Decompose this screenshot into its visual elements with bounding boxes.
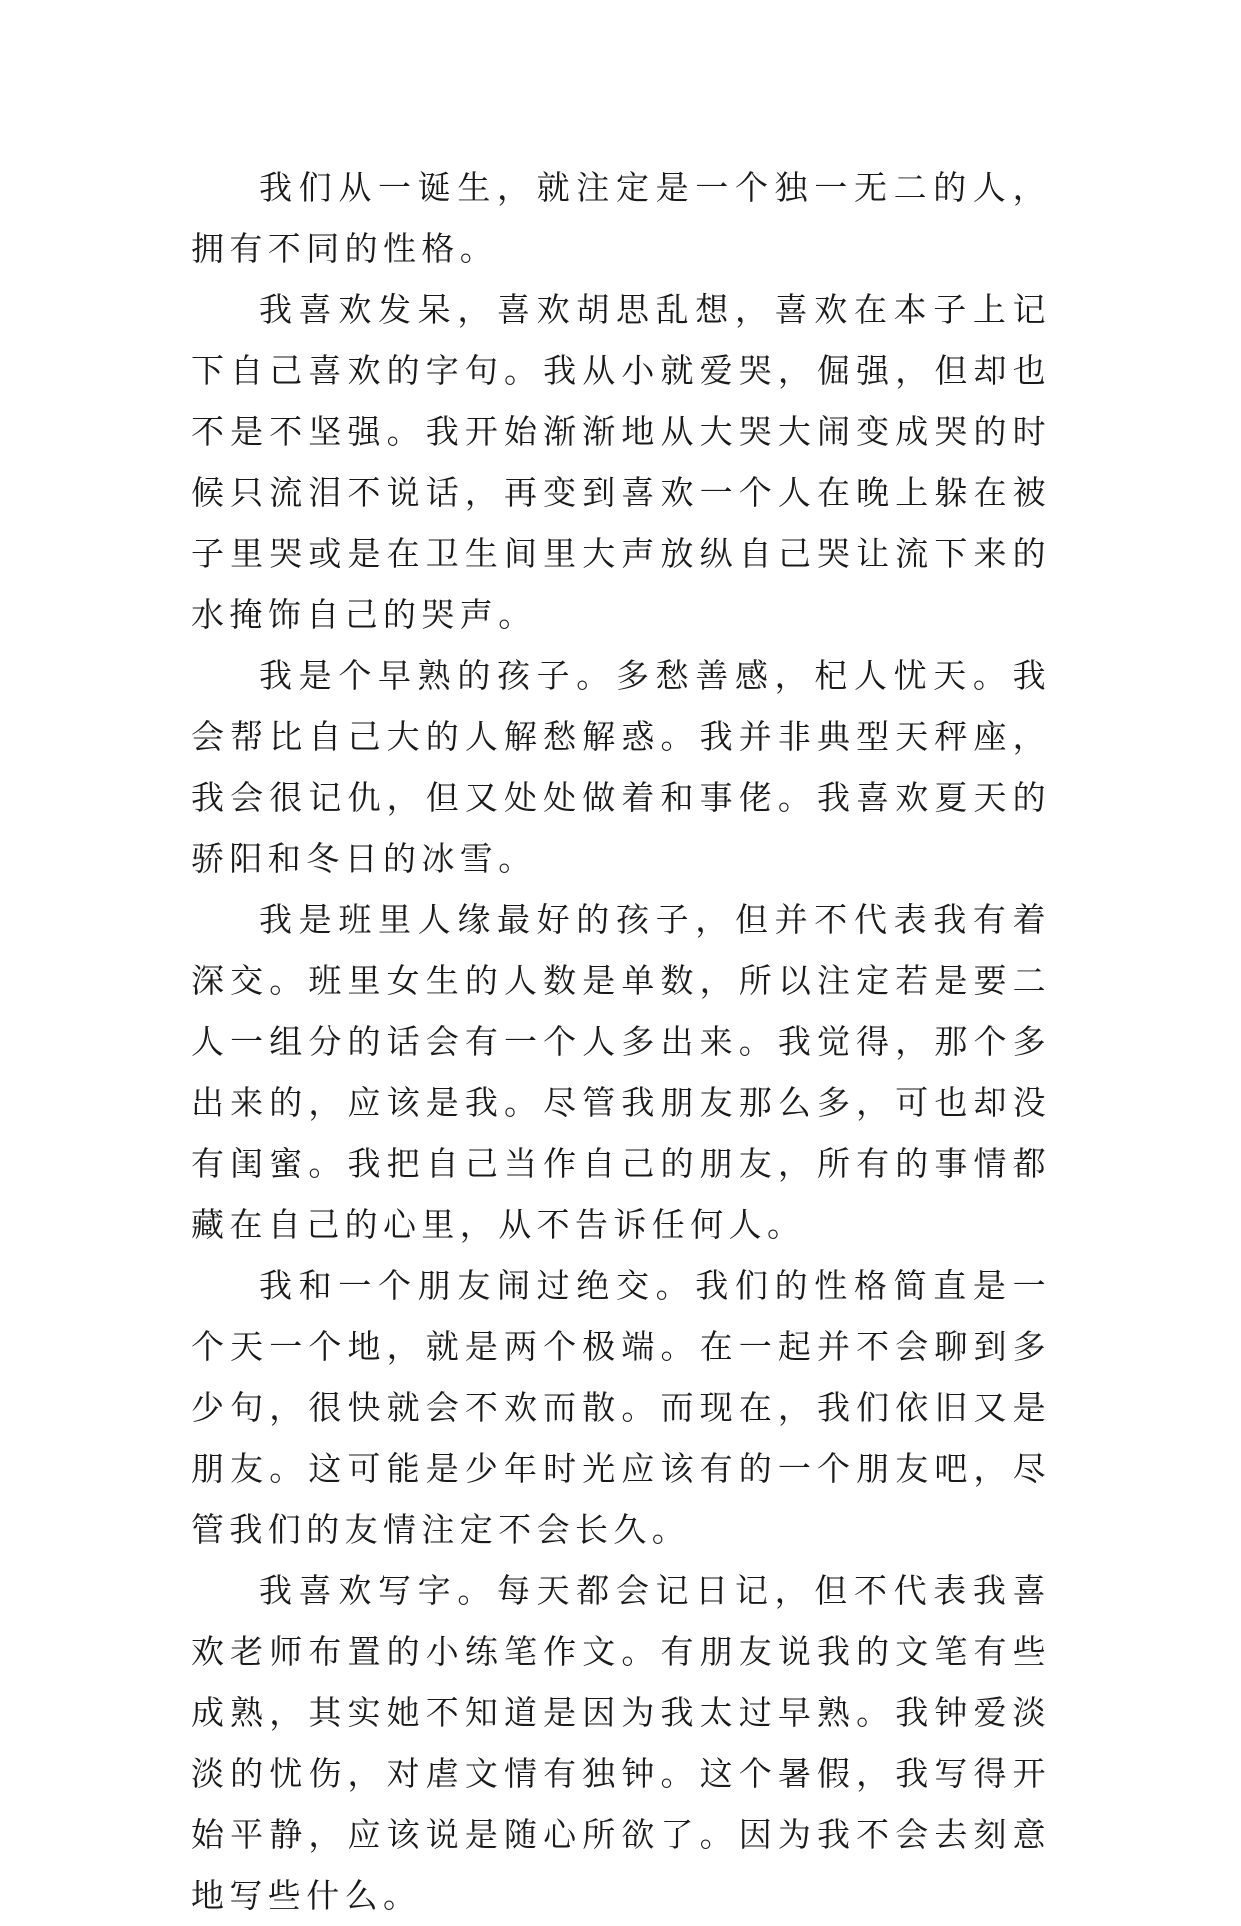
paragraph-5: 我和一个朋友闹过绝交。我们的性格简直是一个天一个地，就是两个极端。在一起并不会聊到多少句，很快就会不欢而散。而现在，我们依旧又是朋友。这可能是少年时光应该有的一个朋友吧，尽管我们的友情注定不会长久。 <box>191 1266 1051 1549</box>
paragraph-2: 我喜欢发呆，喜欢胡思乱想，喜欢在本子上记下自己喜欢的字句。我从小就爱哭，倔强，但却也不是不坚强。我开始渐渐地从大哭大闹变成哭的时候只流泪不说话，再变到喜欢一个人在晚上躲在被子里哭或是在卫生间里大声放纵自己哭让流下来的水掩饰自己的哭声。 <box>191 290 1051 634</box>
paragraph-1: 我们从一诞生，就注定是一个独一无二的人，拥有不同的性格。 <box>191 168 1051 268</box>
paragraph-6: 我喜欢写字。每天都会记日记，但不代表我喜欢老师布置的小练笔作文。有朋友说我的文笔有些成熟，其实她不知道是因为我太过早熟。我钟爱淡淡的忧伤，对虐文情有独钟。这个暑假，我写得开始平静，应该说是随心所欲了。因为我不会去刻意地写些什么。 <box>191 1571 1051 1915</box>
paragraph-3: 我是个早熟的孩子。多愁善感，杞人忧天。我会帮比自己大的人解愁解惑。我并非典型天秤座，我会很记仇，但又处处做着和事佬。我喜欢夏天的骄阳和冬日的冰雪。 <box>191 656 1051 878</box>
paragraph-4: 我是班里人缘最好的孩子，但并不代表我有着深交。班里女生的人数是单数，所以注定若是要二人一组分的话会有一个人多出来。我觉得，那个多出来的，应该是我。尽管我朋友那么多，可也却没有闺蜜。我把自己当作自己的朋友，所有的事情都藏在自己的心里，从不告诉任何人。 <box>191 900 1051 1244</box>
document-body <box>191 157 1051 1926</box>
